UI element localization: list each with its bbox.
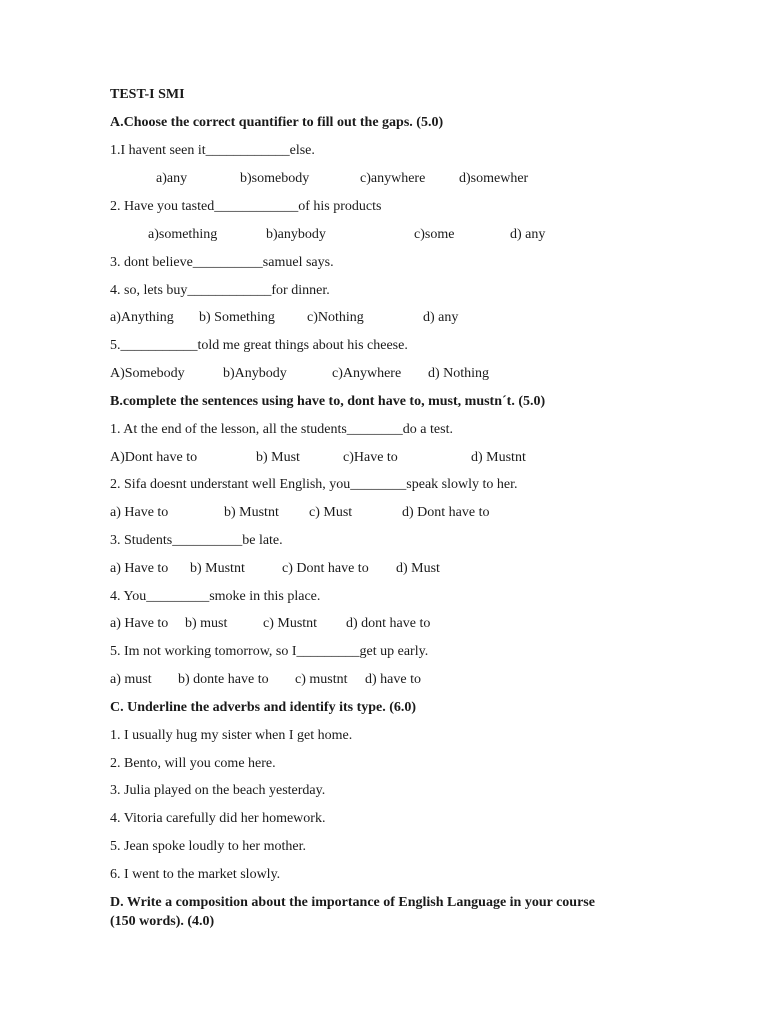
section-a-q1-option-a: a)any <box>156 171 188 186</box>
section-a-q5-option-c: c)Anywhere <box>332 366 402 381</box>
section-b-q3-option-c: c) Dont have to <box>282 561 369 576</box>
section-a-question-5: 5.___________told me great things about his cheese. <box>110 338 408 353</box>
section-c-question-5: 5. Jean spoke loudly to her mother. <box>110 839 306 854</box>
section-b-q5-option-c: c) mustnt <box>295 672 348 687</box>
section-d-heading-line-1: D. Write a composition about the importance of English Language in your course <box>110 895 595 910</box>
section-a-q2-option-a: a)something <box>148 227 218 242</box>
section-b-q1-option-a: A)Dont have to <box>110 450 198 465</box>
section-b-q2-option-b: b) Mustnt <box>224 505 279 520</box>
section-c-question-2: 2. Bento, will you come here. <box>110 756 276 771</box>
section-a-q1-option-c: c)anywhere <box>360 171 426 186</box>
section-b-q2-option-a: a) Have to <box>110 505 169 520</box>
test-title: TEST-I SMI <box>110 87 185 102</box>
section-b-question-5: 5. Im not working tomorrow, so I_________get up early. <box>110 644 429 659</box>
section-a-q1-option-d: d)somewher <box>459 171 529 186</box>
section-a-q4-option-b: b) Something <box>199 310 275 325</box>
section-a-q4-option-a: a)Anything <box>110 310 174 325</box>
section-a-question-2: 2. Have you tasted____________of his products <box>110 199 382 214</box>
section-b-q1-option-d: d) Mustnt <box>471 450 526 465</box>
section-a-heading: A.Choose the correct quantifier to fill out the gaps. (5.0) <box>110 115 444 130</box>
section-b-q1-option-c: c)Have to <box>343 450 398 465</box>
section-a-q5-option-a: A)Somebody <box>110 366 185 381</box>
section-b-q3-option-b: b) Mustnt <box>190 561 245 576</box>
section-b-q2-option-d: d) Dont have to <box>402 505 490 520</box>
section-a-q2-option-b: b)anybody <box>266 227 326 242</box>
section-a-q2-option-c: c)some <box>414 227 455 242</box>
section-a-q4-option-c: c)Nothing <box>307 310 364 325</box>
section-a-q1-option-b: b)somebody <box>240 171 310 186</box>
section-b-question-4: 4. You_________smoke in this place. <box>110 589 321 604</box>
section-b-heading: B.complete the sentences using have to, dont have to, must, mustn´t. (5.0) <box>110 394 546 409</box>
section-b-q4-option-d: d) dont have to <box>346 616 431 631</box>
section-b-q3-option-d: d) Must <box>396 561 440 576</box>
section-b-q5-option-d: d) have to <box>365 672 421 687</box>
section-b-question-1: 1. At the end of the lesson, all the students________do a test. <box>110 422 453 437</box>
section-c-heading: C. Underline the adverbs and identify its type. (6.0) <box>110 700 417 715</box>
section-a-q2-option-d: d) any <box>510 227 546 242</box>
section-b-q5-option-a: a) must <box>110 672 152 687</box>
section-b-q1-option-b: b) Must <box>256 450 300 465</box>
section-b-q4-option-c: c) Mustnt <box>263 616 318 631</box>
section-b-q4-option-b: b) must <box>185 616 228 631</box>
section-a-question-4: 4. so, lets buy____________for dinner. <box>110 283 330 298</box>
section-c-question-1: 1. I usually hug my sister when I get home. <box>110 728 353 743</box>
section-d-heading-line-2: (150 words). (4.0) <box>110 914 215 929</box>
section-c-question-3: 3. Julia played on the beach yesterday. <box>110 783 326 798</box>
section-b-q2-option-c: c) Must <box>309 505 353 520</box>
section-b-q5-option-b: b) donte have to <box>178 672 269 687</box>
section-a-q4-option-d: d) any <box>423 310 459 325</box>
section-a-question-1: 1.I havent seen it____________else. <box>110 143 315 158</box>
section-b-question-3: 3. Students__________be late. <box>110 533 283 548</box>
section-a-question-3: 3. dont believe__________samuel says. <box>110 255 334 270</box>
section-b-q3-option-a: a) Have to <box>110 561 169 576</box>
section-b-question-2: 2. Sifa doesnt understant well English, you________speak slowly to her. <box>110 477 518 492</box>
section-a-q5-option-b: b)Anybody <box>223 366 287 381</box>
section-b-q4-option-a: a) Have to <box>110 616 169 631</box>
section-a-q5-option-d: d) Nothing <box>428 366 490 381</box>
section-c-question-6: 6. I went to the market slowly. <box>110 867 281 882</box>
section-c-question-4: 4. Vitoria carefully did her homework. <box>110 811 326 826</box>
